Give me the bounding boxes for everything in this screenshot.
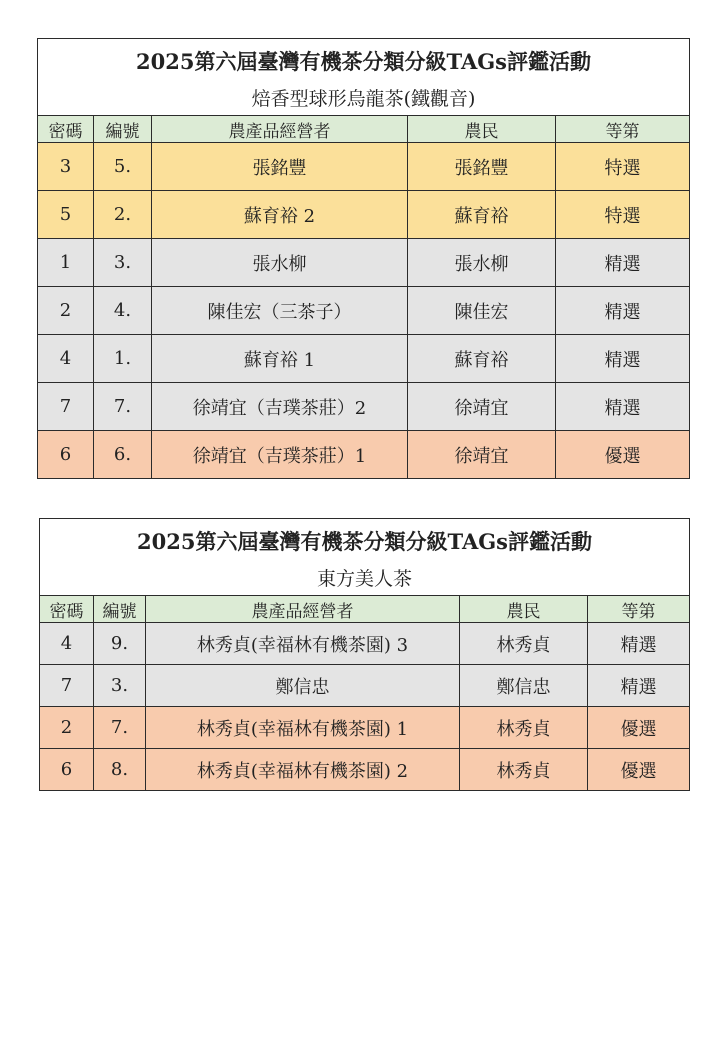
cell-code: 6 — [38, 431, 94, 479]
cell-grade: 精選 — [556, 239, 690, 287]
cell-operator: 蘇育裕 1 — [152, 335, 408, 383]
cell-operator: 張銘豐 — [152, 143, 408, 191]
cell-grade: 特選 — [556, 143, 690, 191]
header-operator: 農產品經營者 — [146, 596, 460, 623]
header-code: 密碼 — [38, 116, 94, 143]
cell-number: 3. — [94, 665, 146, 707]
cell-farmer: 徐靖宜 — [408, 383, 556, 431]
cell-farmer: 張水柳 — [408, 239, 556, 287]
cell-farmer: 張銘豐 — [408, 143, 556, 191]
table-row — [38, 335, 690, 383]
cell-farmer: 林秀貞 — [460, 749, 588, 791]
cell-code: 2 — [38, 287, 94, 335]
table-row — [40, 665, 690, 707]
cell-number: 7. — [94, 707, 146, 749]
cell-number: 2. — [94, 191, 152, 239]
cell-grade: 優選 — [588, 749, 690, 791]
cell-operator: 林秀貞(幸福林有機茶園) 2 — [146, 749, 460, 791]
table-row — [38, 431, 690, 479]
table-title: 2025第六屆臺灣有機茶分類分級TAGs評鑑活動 — [40, 519, 690, 560]
header-grade: 等第 — [556, 116, 690, 143]
cell-number: 4. — [94, 287, 152, 335]
header-row — [38, 116, 690, 143]
cell-number: 6. — [94, 431, 152, 479]
cell-number: 1. — [94, 335, 152, 383]
cell-code: 2 — [40, 707, 94, 749]
cell-farmer: 林秀貞 — [460, 707, 588, 749]
cell-code: 1 — [38, 239, 94, 287]
cell-operator: 徐靖宜（吉璞茶莊）1 — [152, 431, 408, 479]
oolong-results-table — [37, 38, 689, 479]
cell-number: 8. — [94, 749, 146, 791]
cell-grade: 優選 — [556, 431, 690, 479]
header-row — [40, 596, 690, 623]
cell-operator: 林秀貞(幸福林有機茶園) 3 — [146, 623, 460, 665]
cell-grade: 精選 — [588, 665, 690, 707]
cell-farmer: 陳佳宏 — [408, 287, 556, 335]
cell-farmer: 蘇育裕 — [408, 191, 556, 239]
table-title: 2025第六屆臺灣有機茶分類分級TAGs評鑑活動 — [38, 39, 690, 80]
cell-grade: 精選 — [556, 335, 690, 383]
cell-code: 7 — [38, 383, 94, 431]
header-code: 密碼 — [40, 596, 94, 623]
cell-code: 7 — [40, 665, 94, 707]
table-row — [38, 191, 690, 239]
cell-number: 3. — [94, 239, 152, 287]
table-row — [38, 143, 690, 191]
cell-code: 5 — [38, 191, 94, 239]
cell-code: 6 — [40, 749, 94, 791]
header-number: 編號 — [94, 596, 146, 623]
header-operator: 農產品經營者 — [152, 116, 408, 143]
oriental-beauty-results-table — [39, 518, 689, 791]
header-farmer: 農民 — [460, 596, 588, 623]
cell-operator: 鄭信忠 — [146, 665, 460, 707]
header-number: 編號 — [94, 116, 152, 143]
cell-number: 7. — [94, 383, 152, 431]
cell-number: 5. — [94, 143, 152, 191]
cell-operator: 陳佳宏（三茶子） — [152, 287, 408, 335]
header-grade: 等第 — [588, 596, 690, 623]
cell-farmer: 徐靖宜 — [408, 431, 556, 479]
cell-farmer: 林秀貞 — [460, 623, 588, 665]
cell-grade: 精選 — [588, 623, 690, 665]
cell-number: 9. — [94, 623, 146, 665]
cell-operator: 蘇育裕 2 — [152, 191, 408, 239]
table-subtitle: 東方美人茶 — [40, 559, 690, 596]
cell-farmer: 蘇育裕 — [408, 335, 556, 383]
cell-operator: 張水柳 — [152, 239, 408, 287]
cell-operator: 徐靖宜（吉璞茶莊）2 — [152, 383, 408, 431]
cell-grade: 精選 — [556, 383, 690, 431]
header-farmer: 農民 — [408, 116, 556, 143]
table-row — [40, 749, 690, 791]
cell-grade: 優選 — [588, 707, 690, 749]
table-row — [40, 707, 690, 749]
table-row — [38, 287, 690, 335]
table-subtitle: 焙香型球形烏龍茶(鐵觀音) — [38, 79, 690, 116]
table-row — [38, 239, 690, 287]
table-row — [38, 383, 690, 431]
cell-farmer: 鄭信忠 — [460, 665, 588, 707]
cell-code: 4 — [38, 335, 94, 383]
cell-operator: 林秀貞(幸福林有機茶園) 1 — [146, 707, 460, 749]
cell-grade: 特選 — [556, 191, 690, 239]
cell-code: 3 — [38, 143, 94, 191]
cell-code: 4 — [40, 623, 94, 665]
cell-grade: 精選 — [556, 287, 690, 335]
table-row — [40, 623, 690, 665]
